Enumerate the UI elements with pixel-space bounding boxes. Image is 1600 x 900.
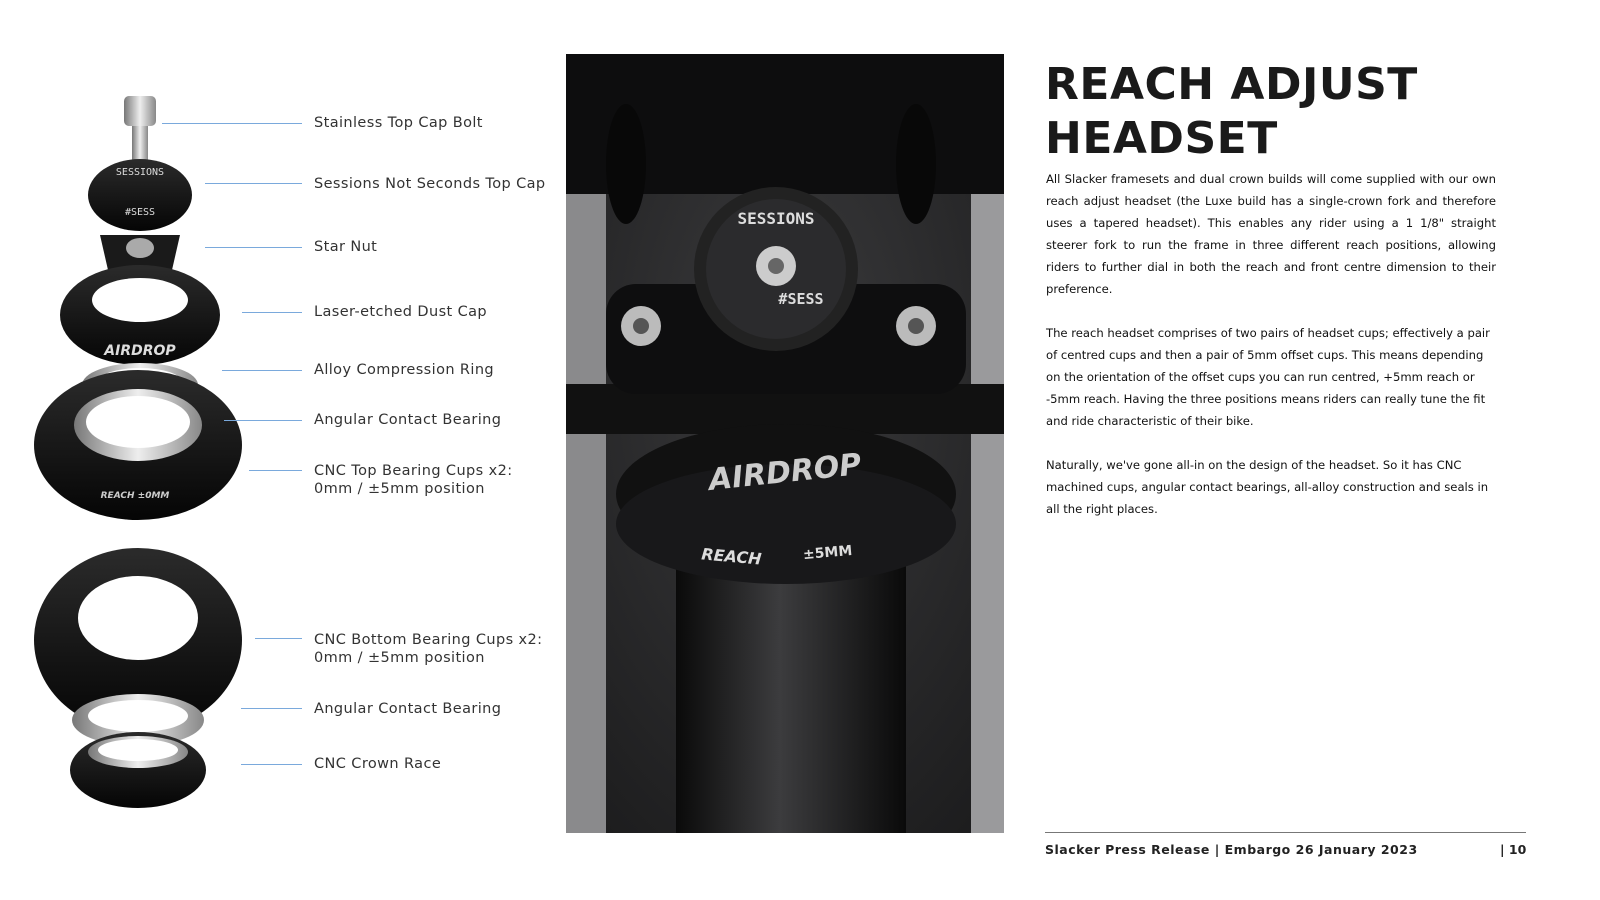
callout-label-bottom-cups: CNC Bottom Bearing Cups x2: 0mm / ±5mm position [314, 632, 543, 666]
callout-line [205, 183, 302, 184]
footer-text: Slacker Press Release | Embargo 26 January 2023 [1045, 842, 1418, 857]
callout-label-bottom-bearing: Angular Contact Bearing [314, 701, 502, 717]
callout-label-star-nut: Star Nut [314, 239, 378, 255]
paragraph: All Slacker framesets and dual crown builds will come supplied with our own reach adjust headset (the Luxe build has a single-crown fork and therefore uses a tapered headset). This enables any rider using a 1 1/8" straight steerer fork to run the frame in three different reach positions, allowing riders to further dial in both the reach and front centre dimension to their preference. [1046, 172, 1496, 296]
svg-text:#SESS: #SESS [124, 207, 156, 218]
callout-line [205, 247, 302, 248]
callout-line [162, 123, 302, 124]
svg-text:SESSIONS: SESSIONS [737, 209, 815, 228]
callout-line [255, 638, 302, 639]
svg-text:REACH: REACH [700, 544, 763, 569]
svg-text:SESSIONS: SESSIONS [115, 167, 165, 178]
svg-text:AIRDROP: AIRDROP [104, 343, 176, 359]
callout-line [241, 708, 302, 709]
callout-line [222, 370, 302, 371]
title-line-2: HEADSET [1045, 113, 1278, 164]
title-line-1: REACH ADJUST [1045, 59, 1418, 110]
page-title [1045, 58, 1418, 166]
callout-label-crown-race: CNC Crown Race [314, 756, 442, 772]
page-number: | 10 [1500, 842, 1527, 857]
svg-text:REACH ±0MM: REACH ±0MM [100, 491, 170, 501]
callout-label-compression-ring: Alloy Compression Ring [314, 362, 495, 378]
callout-line [241, 764, 302, 765]
paragraph: Naturally, we've gone all-in on the design of the headset. So it has CNC machined cups, angular contact bearings, all-alloy construction and seals in all the right places. [1046, 458, 1489, 516]
svg-text:#SESS: #SESS [778, 290, 824, 308]
callout-label-top-cap: Sessions Not Seconds Top Cap [314, 176, 546, 192]
headset-photo [566, 54, 1004, 833]
article-body [1046, 168, 1496, 542]
svg-text:AIRDROP: AIRDROP [707, 447, 863, 498]
callout-line [224, 420, 302, 421]
callout-label-top-cups: CNC Top Bearing Cups x2: 0mm / ±5mm position [314, 463, 513, 497]
svg-text:±5MM: ±5MM [802, 542, 853, 564]
callout-line [249, 470, 302, 471]
paragraph: The reach headset comprises of two pairs of headset cups; effectively a pair of centred cups and then a pair of 5mm offset cups. This means depending on the orientation of the offset cups you can run centred, +5mm reach or -5mm reach. Having the three positions means riders can really tune the fit and ride characteristic of their bike. [1046, 326, 1490, 428]
headset-exploded-illustration [20, 80, 260, 820]
callout-label-top-cap-bolt: Stainless Top Cap Bolt [314, 115, 483, 131]
callout-label-top-bearing: Angular Contact Bearing [314, 412, 502, 428]
callout-label-dust-cap: Laser-etched Dust Cap [314, 304, 488, 320]
callout-line [242, 312, 302, 313]
footer-divider [1045, 832, 1526, 833]
